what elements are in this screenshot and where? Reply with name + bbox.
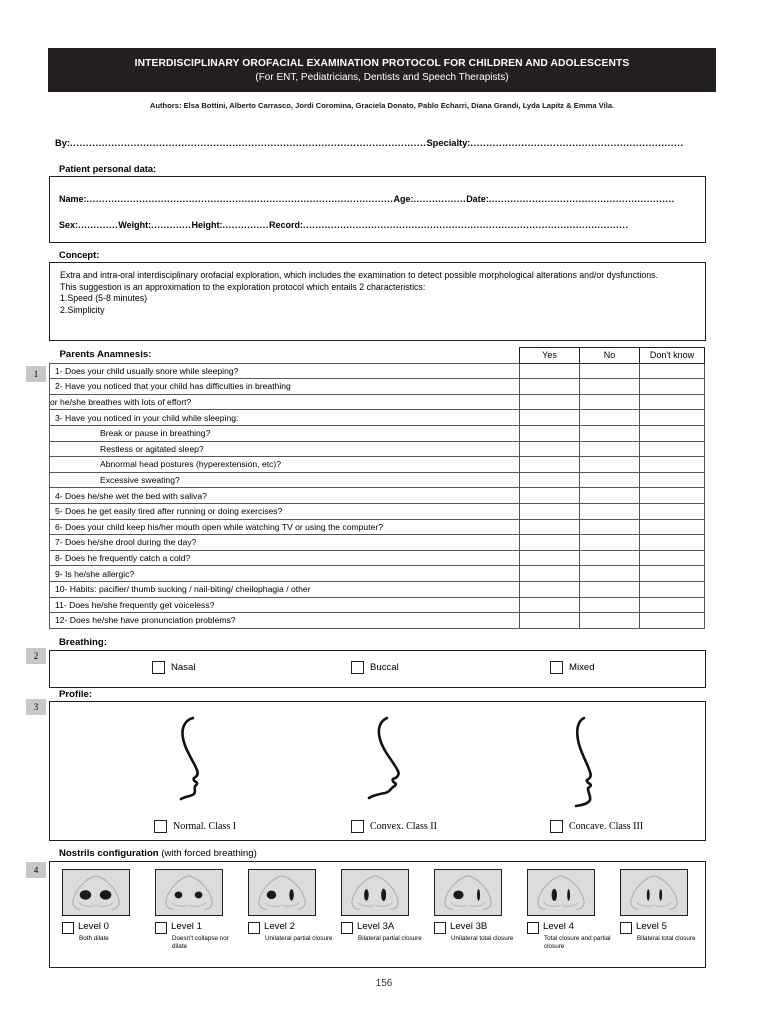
breathing-option-label: Nasal <box>171 662 196 673</box>
breathing-heading: Breathing: <box>59 637 107 648</box>
question-text: 1- Does your child usually snore while sleeping? <box>50 363 520 379</box>
question-text: Break or pause in breathing? <box>50 425 520 441</box>
answer-cell-no[interactable] <box>580 519 640 535</box>
question-text: 7- Does he/she drool during the day? <box>50 535 520 551</box>
weight-label: Weight: <box>118 220 152 230</box>
breathing-option-buccal[interactable] <box>351 661 399 674</box>
sex-field[interactable]: ............. <box>78 220 119 230</box>
nostril-level-description: Doesn't collapse nor dilate <box>172 935 229 950</box>
answer-cell-no[interactable] <box>580 503 640 519</box>
answer-cell-yes[interactable] <box>520 566 580 582</box>
table-row <box>50 425 705 441</box>
answer-cell-yes[interactable] <box>520 503 580 519</box>
anamnesis-heading: Parents Anamnesis: <box>59 349 152 361</box>
answer-cell-yes[interactable] <box>520 457 580 473</box>
question-text: 12- Does he/she have pronunciation problems? <box>50 613 520 629</box>
nostril-image-level-2 <box>248 869 316 916</box>
patient-name-row <box>59 194 699 204</box>
anamnesis-header-row <box>50 348 705 364</box>
section-marker-1: 1 <box>26 366 46 382</box>
nostril-item-level-4[interactable] <box>527 869 617 951</box>
nostrils-heading <box>59 848 257 859</box>
parents-anamnesis-table <box>49 347 705 629</box>
nostril-image-level-4 <box>527 869 595 916</box>
nostril-level-label: Level 3B <box>450 921 488 932</box>
nostril-level-label: Level 0 <box>78 921 109 932</box>
by-specialty-line <box>55 138 710 152</box>
by-label: By: <box>55 138 70 148</box>
table-row <box>50 472 705 488</box>
profile-option-label: Concave. Class III <box>569 821 644 832</box>
answer-cell-dont-know[interactable] <box>640 379 705 395</box>
name-label: Name: <box>59 194 87 204</box>
nostril-checkbox-row-level-2[interactable] <box>248 921 338 934</box>
page-number: 156 <box>375 978 393 989</box>
answer-cell-yes[interactable] <box>520 441 580 457</box>
specialty-label: Specialty: <box>426 138 471 148</box>
table-row <box>50 581 705 597</box>
checkbox-icon[interactable] <box>62 922 74 934</box>
answer-cell-dont-know[interactable] <box>640 457 705 473</box>
checkbox-icon[interactable] <box>527 922 539 934</box>
age-label: Age: <box>393 194 414 204</box>
answer-cell-dont-know[interactable] <box>640 425 705 441</box>
date-field[interactable]: ............................................................ <box>488 194 675 204</box>
question-text: 10- Habits: pacifier/ thumb sucking / nail-biting/ cheilophagia / other <box>50 581 520 597</box>
nostril-item-level-2[interactable] <box>248 869 338 943</box>
specialty-field[interactable]: ................................................................... <box>470 138 684 148</box>
nostril-image-level-0 <box>62 869 130 916</box>
nostril-item-level-1[interactable] <box>155 869 245 951</box>
answer-cell-dont-know[interactable] <box>640 488 705 504</box>
table-row <box>50 519 705 535</box>
nostril-image-level-3a <box>341 869 409 916</box>
nostril-item-level-3b[interactable] <box>434 869 524 943</box>
height-label: Height: <box>191 220 223 230</box>
question-text: 5- Does he get easily tired after running or doing exercises? <box>50 503 520 519</box>
table-row <box>50 535 705 551</box>
answer-cell-yes[interactable] <box>520 472 580 488</box>
answer-cell-yes[interactable] <box>520 425 580 441</box>
profile-option-label: Convex. Class II <box>370 821 437 832</box>
answer-cell-no[interactable] <box>580 488 640 504</box>
answer-cell-no[interactable] <box>580 550 640 566</box>
checkbox-icon[interactable] <box>351 661 364 674</box>
section-marker-4: 4 <box>26 862 46 878</box>
nostril-image-level-5 <box>620 869 688 916</box>
table-row <box>50 457 705 473</box>
nostril-level-label: Level 5 <box>636 921 667 932</box>
question-text: 2- Have you noticed that your child has difficulties in breathing <box>50 379 520 395</box>
table-row <box>50 550 705 566</box>
question-text: 8- Does he frequently catch a cold? <box>50 550 520 566</box>
column-header-yes: Yes <box>520 348 580 364</box>
nostril-item-level-3a[interactable] <box>341 869 431 943</box>
nostril-level-description: Unilateral total closure <box>451 935 514 942</box>
answer-cell-no[interactable] <box>580 535 640 551</box>
question-text: Abnormal head postures (hyperextension, etc)? <box>50 457 520 473</box>
table-row <box>50 613 705 629</box>
profile-silhouette-convex <box>360 712 430 812</box>
answer-cell-dont-know[interactable] <box>640 410 705 426</box>
concept-line-3: 1.Speed (5-8 minutes) <box>60 293 148 304</box>
nostril-level-label: Level 3A <box>357 921 395 932</box>
table-row <box>50 566 705 582</box>
table-row <box>50 488 705 504</box>
nostril-checkbox-row-level-3a[interactable] <box>341 921 431 934</box>
concept-heading: Concept: <box>59 250 100 260</box>
record-label: Record: <box>268 220 303 230</box>
breathing-option-mixed[interactable] <box>550 661 595 674</box>
question-text: 3- Have you noticed in your child while sleeping: <box>50 410 520 426</box>
concept-line-1: Extra and intra-oral interdisciplinary orofacial exploration, which includes the examination to detect possible morphological alterations and/or dysfunctions. <box>60 270 659 280</box>
nostril-level-description: Total closure and partial closure <box>544 935 611 950</box>
answer-cell-no[interactable] <box>580 441 640 457</box>
checkbox-icon[interactable] <box>351 820 364 833</box>
patient-measures-row <box>59 220 699 230</box>
checkbox-icon[interactable] <box>620 922 632 934</box>
answer-cell-yes[interactable] <box>520 613 580 629</box>
profile-silhouette-concave <box>558 712 628 812</box>
weight-field[interactable]: ............. <box>151 220 192 230</box>
answer-cell-yes[interactable] <box>520 363 580 379</box>
answer-cell-dont-know[interactable] <box>640 581 705 597</box>
checkbox-icon[interactable] <box>152 661 165 674</box>
table-row <box>50 394 705 410</box>
nostril-image-level-3b <box>434 869 502 916</box>
table-row <box>50 410 705 426</box>
concept-line-4: 2.Simplicity <box>60 304 105 315</box>
answer-cell-dont-know[interactable] <box>640 566 705 582</box>
answer-cell-yes[interactable] <box>520 394 580 410</box>
answer-cell-yes[interactable] <box>520 519 580 535</box>
answer-cell-dont-know[interactable] <box>640 503 705 519</box>
answer-cell-no[interactable] <box>580 379 640 395</box>
concept-text <box>60 270 705 316</box>
nostril-checkbox-row-level-1[interactable] <box>155 921 245 934</box>
table-row <box>50 503 705 519</box>
table-row <box>50 379 705 395</box>
answer-cell-yes[interactable] <box>520 597 580 613</box>
checkbox-icon[interactable] <box>434 922 446 934</box>
question-text: 9- Is he/she allergic? <box>50 566 520 582</box>
profile-option-normal[interactable] <box>154 820 236 833</box>
checkbox-icon[interactable] <box>550 661 563 674</box>
answer-cell-no[interactable] <box>580 410 640 426</box>
answer-cell-yes[interactable] <box>520 488 580 504</box>
answer-cell-no[interactable] <box>580 457 640 473</box>
concept-line-2: This suggestion is an approximation to the exploration protocol which entails 2 characteristics: <box>60 281 426 292</box>
profile-option-concave[interactable] <box>550 820 643 833</box>
profile-option-convex[interactable] <box>351 820 437 833</box>
answer-cell-dont-know[interactable] <box>640 550 705 566</box>
nostril-level-label: Level 2 <box>264 921 295 932</box>
patient-personal-data-box <box>49 176 706 243</box>
answer-cell-yes[interactable] <box>520 550 580 566</box>
height-field[interactable]: ............... <box>222 220 269 230</box>
document-header-banner <box>48 48 716 92</box>
answer-cell-no[interactable] <box>580 613 640 629</box>
question-text: 6- Does your child keep his/her mouth open while watching TV or using the computer? <box>50 519 520 535</box>
answer-cell-dont-know[interactable] <box>640 363 705 379</box>
profile-silhouette-normal <box>163 712 233 812</box>
authors-line: Authors: Elsa Bottini, Alberto Carrasco, Jordi Coromina, Graciela Donato, Pablo Echarri, Diana Grandi, Lyda Lapitz & Emma Vila. <box>149 101 615 110</box>
by-field[interactable]: ................................................................................................................ <box>69 138 427 148</box>
answer-cell-dont-know[interactable] <box>640 535 705 551</box>
question-text: Excessive sweating? <box>50 472 520 488</box>
answer-cell-yes[interactable] <box>520 410 580 426</box>
nostril-item-level-5[interactable] <box>620 869 710 943</box>
question-text: 4- Does he/she wet the bed with saliva? <box>50 488 520 504</box>
nostril-item-level-0[interactable] <box>62 869 152 943</box>
table-row <box>50 363 705 379</box>
table-row <box>50 441 705 457</box>
profile-heading: Profile: <box>59 689 93 700</box>
document-title: INTERDISCIPLINARY OROFACIAL EXAMINATION PROTOCOL FOR CHILDREN AND ADOLESCENTS <box>134 57 630 69</box>
answer-cell-dont-know[interactable] <box>640 441 705 457</box>
breathing-option-nasal[interactable] <box>152 661 196 674</box>
nostril-checkbox-row-level-4[interactable] <box>527 921 617 934</box>
table-row <box>50 597 705 613</box>
record-field[interactable]: ......................................................................................................... <box>303 220 629 230</box>
question-text: 11- Does he/she frequently get voiceless? <box>50 597 520 613</box>
section-marker-2: 2 <box>26 648 46 664</box>
breathing-option-label: Mixed <box>569 662 595 673</box>
sex-label: Sex: <box>59 220 79 230</box>
document-subtitle: (For ENT, Pediatricians, Dentists and Speech Therapists) <box>255 71 509 83</box>
name-field[interactable]: ................................................................................................... <box>86 194 394 204</box>
answer-cell-no[interactable] <box>580 597 640 613</box>
nostrils-heading-note: (with forced breathing) <box>158 848 257 859</box>
question-text: or he/she breathes with lots of effort? <box>50 394 520 410</box>
nostril-checkbox-row-level-3b[interactable] <box>434 921 524 934</box>
answer-cell-dont-know[interactable] <box>640 519 705 535</box>
column-header-no: No <box>580 348 640 364</box>
checkbox-icon[interactable] <box>154 820 167 833</box>
answer-cell-dont-know[interactable] <box>640 394 705 410</box>
patient-personal-data-heading: Patient personal data: <box>59 164 157 174</box>
nostril-image-level-1 <box>155 869 223 916</box>
answer-cell-no[interactable] <box>580 394 640 410</box>
profile-option-label: Normal. Class I <box>173 821 237 832</box>
date-label: Date: <box>466 194 489 204</box>
nostril-level-description: Bilateral partial closure <box>358 935 422 942</box>
answer-cell-yes[interactable] <box>520 535 580 551</box>
nostril-checkbox-row-level-5[interactable] <box>620 921 710 934</box>
age-field[interactable]: ................. <box>413 194 467 204</box>
column-header-dont-know: Don't know <box>640 348 705 364</box>
question-text: Restless or agitated sleep? <box>50 441 520 457</box>
checkbox-icon[interactable] <box>155 922 167 934</box>
checkbox-icon[interactable] <box>248 922 260 934</box>
answer-cell-no[interactable] <box>580 425 640 441</box>
answer-cell-no[interactable] <box>580 581 640 597</box>
answer-cell-no[interactable] <box>580 363 640 379</box>
nostril-level-description: Bilateral total closure <box>637 935 696 942</box>
answer-cell-dont-know[interactable] <box>640 472 705 488</box>
section-marker-3: 3 <box>26 699 46 715</box>
nostril-level-label: Level 1 <box>171 921 202 932</box>
answer-cell-yes[interactable] <box>520 581 580 597</box>
checkbox-icon[interactable] <box>341 922 353 934</box>
answer-cell-no[interactable] <box>580 566 640 582</box>
answer-cell-no[interactable] <box>580 472 640 488</box>
nostril-level-label: Level 4 <box>543 921 574 932</box>
answer-cell-yes[interactable] <box>520 379 580 395</box>
nostril-level-description: Unilateral partial closure <box>265 935 333 942</box>
breathing-option-label: Buccal <box>370 662 399 673</box>
nostril-level-description: Both dilate <box>79 935 109 942</box>
nostril-checkbox-row-level-0[interactable] <box>62 921 152 934</box>
answer-cell-dont-know[interactable] <box>640 597 705 613</box>
nostrils-heading-main: Nostrils configuration <box>59 848 159 859</box>
answer-cell-dont-know[interactable] <box>640 613 705 629</box>
checkbox-icon[interactable] <box>550 820 563 833</box>
